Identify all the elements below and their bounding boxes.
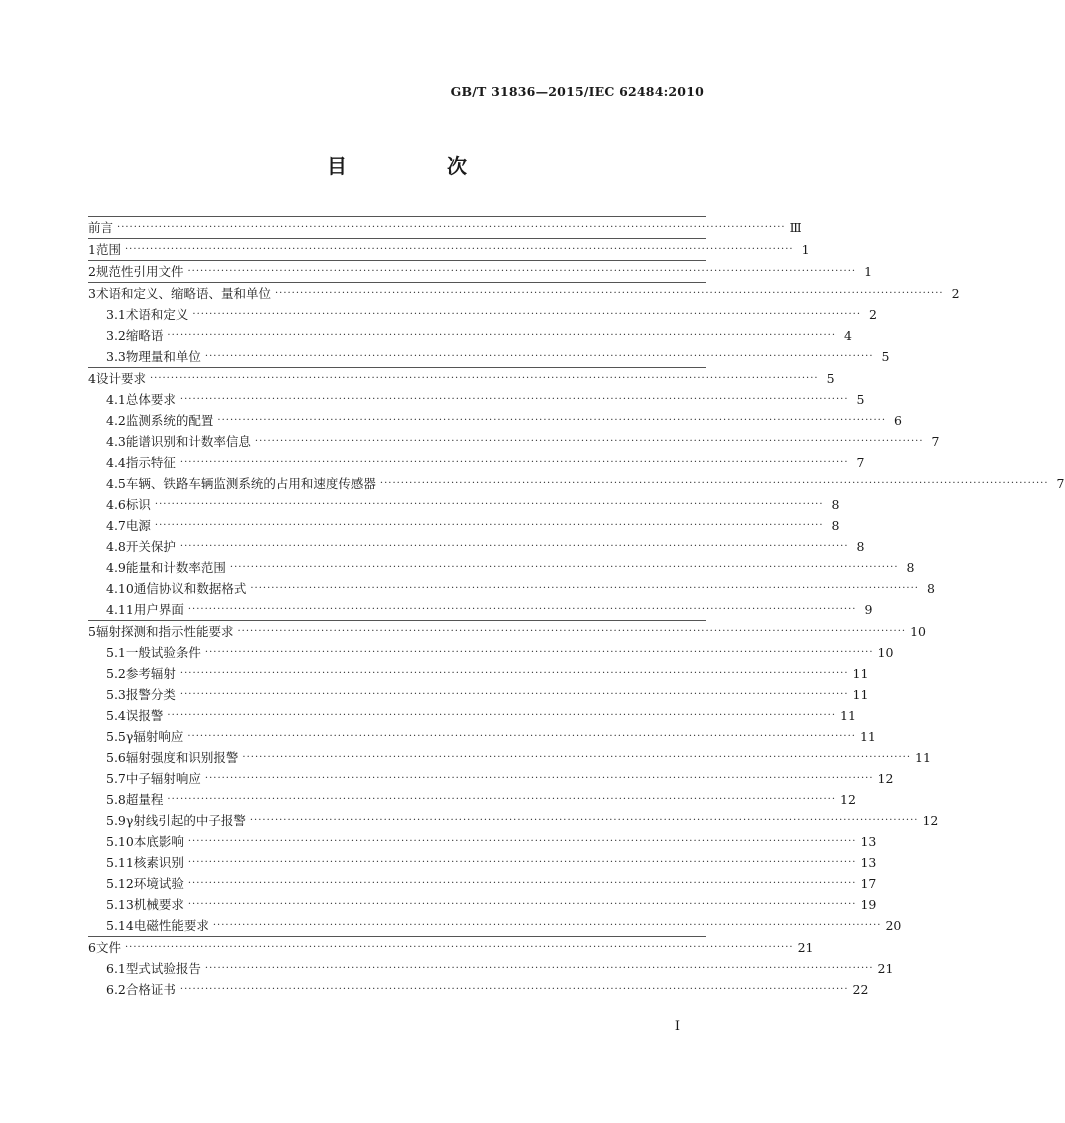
toc-entry-title: 能谱识别和计数率信息 <box>125 434 251 449</box>
toc-entry-number: 5.7 <box>106 771 126 786</box>
toc-entry-number: 3.3 <box>106 349 126 364</box>
toc-entry-number: 3.1 <box>106 307 126 322</box>
toc-entry-title: 环境试验 <box>133 876 184 891</box>
toc-entry[interactable] <box>88 557 915 578</box>
toc-entry-page: 8 <box>856 539 865 554</box>
toc-entry-title: 指示特征 <box>125 455 176 470</box>
toc-entry[interactable] <box>88 915 902 936</box>
toc-entry-page: 2 <box>951 286 960 301</box>
toc-entry-number: 6.2 <box>106 982 126 997</box>
toc-leader-dots: ································································································································································ <box>187 731 856 742</box>
toc-entry-number: 5.13 <box>106 897 134 912</box>
toc-entry-page: 7 <box>931 434 940 449</box>
toc-entry-number: 5.3 <box>106 687 126 702</box>
toc-entry[interactable] <box>88 705 856 726</box>
toc-entry-number: 3 <box>88 286 96 301</box>
toc-entry[interactable] <box>88 747 931 768</box>
toc-entry-page: 1 <box>864 264 873 279</box>
toc-leader-dots: ································································································································································ <box>204 773 874 784</box>
toc-leader-dots: ································································································································································ <box>192 309 861 320</box>
toc-leader-dots: ································································································································································ <box>204 963 874 974</box>
toc-entry-page: 13 <box>860 834 877 849</box>
toc-entry-title: 设计要求 <box>95 371 146 386</box>
toc-entry-page: 12 <box>922 813 939 828</box>
toc-entry-number: 5.10 <box>106 834 134 849</box>
toc-leader-dots: ································································································································································ <box>242 752 911 763</box>
toc-entry-page: 10 <box>877 645 894 660</box>
document-code: GB/T 31836—2015/IEC 62484:2010 <box>450 84 704 99</box>
toc-leader-dots: ································································································································································ <box>124 244 794 255</box>
toc-leader-dots: ································································································································································ <box>179 689 849 700</box>
toc-entry[interactable] <box>88 346 890 367</box>
toc-entry-number: 5.8 <box>106 792 126 807</box>
toc-entry[interactable] <box>88 578 935 599</box>
toc-entry-number: 4.1 <box>106 392 126 407</box>
toc-entry-page: 7 <box>856 455 865 470</box>
toc-entry-page: 10 <box>910 624 926 639</box>
toc-leader-dots: ································································································································································ <box>187 604 857 615</box>
toc-entry-title: 能量和计数率范围 <box>125 560 226 575</box>
toc-entry[interactable] <box>88 536 865 557</box>
toc-entry-page: 12 <box>877 771 894 786</box>
toc-entry-number: 4.7 <box>106 518 126 533</box>
toc-leader-dots: ································································································································································ <box>187 857 857 868</box>
toc-entry-page: 5 <box>856 392 865 407</box>
toc-entry-page: 11 <box>852 666 869 681</box>
toc-entry-number: 4.10 <box>106 581 134 596</box>
toc-entry-title: 物理量和单位 <box>125 349 201 364</box>
toc-entry[interactable] <box>88 410 902 431</box>
toc-entry-page: 19 <box>860 897 877 912</box>
toc-entry[interactable] <box>88 873 877 894</box>
toc-entry-title: 总体要求 <box>125 392 176 407</box>
toc-entry-title: 中子辐射响应 <box>125 771 201 786</box>
toc-leader-dots: ································································································································································ <box>154 520 824 531</box>
toc-entry[interactable] <box>88 431 940 452</box>
toc-entry-page: 7 <box>1056 476 1065 491</box>
toc-entry-page: 8 <box>831 518 840 533</box>
toc-entry[interactable] <box>88 936 814 958</box>
toc-leader-dots: ································································································································································ <box>117 222 786 233</box>
toc-entry-number: 5.14 <box>106 918 134 933</box>
toc-entry[interactable] <box>88 216 802 238</box>
toc-entry-title: 合格证书 <box>125 982 176 997</box>
toc-entry-title: 前言 <box>88 220 114 235</box>
toc-entry[interactable] <box>88 494 840 515</box>
toc-entry-number: 5.12 <box>106 876 134 891</box>
toc-entry-number: 4 <box>88 371 96 386</box>
toc-entry-number: 5.11 <box>106 855 134 870</box>
toc-entry-title: 机械要求 <box>133 897 184 912</box>
toc-entry-title: 超量程 <box>125 792 164 807</box>
toc-leader-dots: ································································································································································ <box>179 984 849 995</box>
toc-leader-dots: ································································································································································ <box>274 288 944 299</box>
toc-entry[interactable] <box>88 389 865 410</box>
toc-entry[interactable] <box>88 282 960 304</box>
toc-entry-page: 22 <box>852 982 869 997</box>
toc-entry[interactable] <box>88 684 869 705</box>
toc-entry-number: 5.4 <box>106 708 126 723</box>
toc-leader-dots: ································································································································································ <box>250 583 919 594</box>
toc-entry-page: 5 <box>826 371 835 386</box>
toc-leader-dots: ································································································································································ <box>179 394 849 405</box>
toc-entry-title: 误报警 <box>125 708 164 723</box>
toc-leader-dots: ································································································································································ <box>187 899 857 910</box>
toc-entry-title: 术语和定义、缩略语、量和单位 <box>95 286 271 301</box>
toc-entry-page: 4 <box>844 328 852 343</box>
toc-entry-title: 本底影响 <box>133 834 184 849</box>
toc-leader-dots: ································································································································································ <box>212 920 882 931</box>
toc-entry[interactable] <box>88 452 865 473</box>
toc-leader-dots: ································································································································································ <box>204 647 874 658</box>
toc-entry-page: 1 <box>801 242 810 257</box>
toc-entry-title: 标识 <box>125 497 151 512</box>
toc-entry-page: 11 <box>859 729 876 744</box>
toc-leader-dots: ································································································································································ <box>149 373 819 384</box>
toc-entry-number: 4.3 <box>106 434 126 449</box>
toc-entry-number: 4.8 <box>106 539 126 554</box>
toc-leader-dots: ································································································································································ <box>379 478 1049 489</box>
toc-entry-page: 17 <box>860 876 877 891</box>
toc-entry-page: 8 <box>906 560 915 575</box>
toc-entry-number: 4.5 <box>106 476 126 491</box>
toc-leader-dots: ································································································································································ <box>237 626 907 637</box>
toc-entry-title: 监测系统的配置 <box>125 413 214 428</box>
page-title: 目 次 <box>327 154 507 178</box>
toc-entry-number: 2 <box>88 264 96 279</box>
toc-leader-dots: ································································································································································ <box>204 351 874 362</box>
toc-entry[interactable] <box>88 831 877 852</box>
toc-entry-title: 一般试验条件 <box>125 645 201 660</box>
toc-entry-number: 4.6 <box>106 497 126 512</box>
toc-entry-title: 范围 <box>95 242 121 257</box>
toc-entry-title: 核素识别 <box>133 855 184 870</box>
toc-entry[interactable] <box>88 367 835 389</box>
toc-entry-number: 1 <box>88 242 96 257</box>
toc-entry-page: 21 <box>877 961 894 976</box>
toc-entry[interactable] <box>88 789 856 810</box>
toc-leader-dots: ································································································································································ <box>254 436 924 447</box>
toc-entry-title: 用户界面 <box>133 602 184 617</box>
toc-leader-dots: ································································································································································ <box>154 499 824 510</box>
toc-leader-dots: ································································································································································ <box>187 836 857 847</box>
toc-entry[interactable] <box>88 325 852 346</box>
toc-entry-page: 21 <box>797 940 814 955</box>
toc-entry-number: 6.1 <box>106 961 126 976</box>
toc-leader-dots: ································································································································································ <box>124 942 794 953</box>
toc-entry[interactable] <box>88 894 877 915</box>
toc-leader-dots: ································································································································································ <box>179 668 849 679</box>
toc-leader-dots: ································································································································································ <box>187 266 857 277</box>
toc-entry-title: 电磁性能要求 <box>133 918 209 933</box>
toc-entry[interactable] <box>88 620 926 642</box>
toc-entry-title: 通信协议和数据格式 <box>133 581 247 596</box>
toc-entry[interactable] <box>88 726 876 747</box>
toc-entry-page: 8 <box>927 581 935 596</box>
toc-entry[interactable] <box>88 260 873 282</box>
toc-entry-title: 车辆、铁路车辆监测系统的占用和速度传感器 <box>125 476 376 491</box>
toc-entry-title: 型式试验报告 <box>125 961 201 976</box>
toc-entry-page: 5 <box>881 349 890 364</box>
toc-entry-number: 4.9 <box>106 560 126 575</box>
toc-entry-title: γ射线引起的中子报警 <box>125 813 246 828</box>
toc-entry-page: 9 <box>864 602 873 617</box>
toc-entry-title: γ辐射响应 <box>125 729 184 744</box>
toc-entry-number: 5.2 <box>106 666 126 681</box>
toc-entry-number: 5.5 <box>106 729 126 744</box>
toc-entry[interactable] <box>88 852 877 873</box>
toc-entry[interactable] <box>88 979 869 1000</box>
toc-leader-dots: ································································································································································ <box>187 878 857 889</box>
toc-entry[interactable] <box>88 473 1065 494</box>
toc-entry[interactable] <box>88 304 877 325</box>
toc-entry-title: 参考辐射 <box>125 666 176 681</box>
toc-entry-page: 6 <box>894 413 902 428</box>
toc-entry-title: 辐射探测和指示性能要求 <box>95 624 234 639</box>
toc-entry-page: 8 <box>831 497 840 512</box>
toc-leader-dots: ································································································································································ <box>167 710 836 721</box>
toc-entry-number: 5 <box>88 624 96 639</box>
toc-entry-page: Ⅲ <box>789 220 802 235</box>
toc-entry-title: 开关保护 <box>125 539 176 554</box>
toc-entry-page: 12 <box>840 792 856 807</box>
toc-entry-title: 报警分类 <box>125 687 176 702</box>
toc-leader-dots: ································································································································································ <box>229 562 899 573</box>
toc-entry-number: 5.1 <box>106 645 126 660</box>
toc-leader-dots: ································································································································································ <box>249 815 919 826</box>
toc-entry[interactable] <box>88 810 939 831</box>
toc-entry-title: 缩略语 <box>125 328 164 343</box>
toc-entry-title: 辐射强度和识别报警 <box>125 750 239 765</box>
toc-entry-number: 4.11 <box>106 602 134 617</box>
toc-entry-page: 20 <box>885 918 902 933</box>
toc-entry-title: 术语和定义 <box>125 307 189 322</box>
toc-entry-page: 2 <box>869 307 877 322</box>
toc-entry-number: 6 <box>88 940 96 955</box>
page-number: I <box>674 1019 680 1034</box>
toc-entry[interactable] <box>88 238 810 260</box>
toc-entry-number: 5.6 <box>106 750 126 765</box>
toc-entry[interactable] <box>88 663 869 684</box>
toc-entry-number: 4.4 <box>106 455 126 470</box>
toc-leader-dots: ································································································································································ <box>179 457 849 468</box>
toc-entry[interactable] <box>88 958 894 979</box>
toc-entry-title: 电源 <box>125 518 151 533</box>
table-of-contents <box>88 216 1065 1000</box>
toc-entry-number: 4.2 <box>106 413 126 428</box>
toc-entry-page: 11 <box>852 687 869 702</box>
toc-entry-number: 3.2 <box>106 328 126 343</box>
toc-entry-page: 13 <box>860 855 877 870</box>
toc-entry-title: 规范性引用文件 <box>95 264 184 279</box>
toc-leader-dots: ································································································································································ <box>179 541 849 552</box>
toc-leader-dots: ································································································································································ <box>167 794 836 805</box>
toc-entry[interactable] <box>88 768 894 789</box>
toc-entry-page: 11 <box>915 750 931 765</box>
toc-entry[interactable] <box>88 515 840 536</box>
toc-leader-dots: ································································································································································ <box>217 415 886 426</box>
toc-entry[interactable] <box>88 642 894 663</box>
toc-entry-title: 文件 <box>95 940 121 955</box>
toc-entry-page: 11 <box>840 708 856 723</box>
toc-leader-dots: ································································································································································ <box>167 330 836 341</box>
toc-entry[interactable] <box>88 599 873 620</box>
toc-entry-number: 5.9 <box>106 813 126 828</box>
